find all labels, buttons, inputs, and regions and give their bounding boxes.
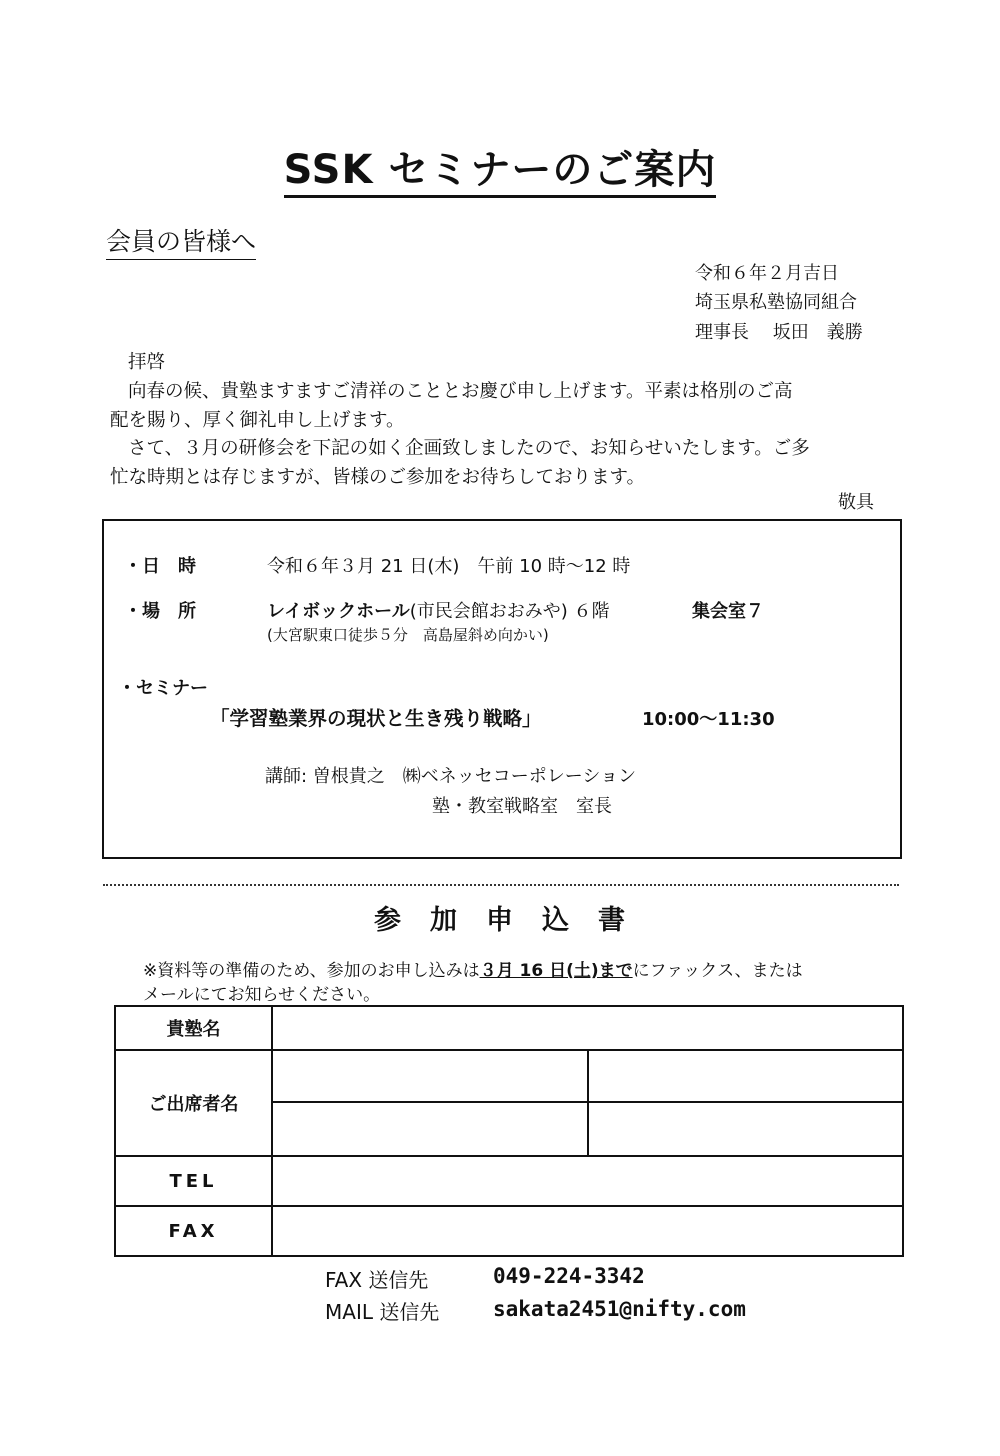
lecturer-line-2: 塾・教室戦略室 室長 <box>432 796 612 817</box>
page-title-text: SSK セミナーのご案内 <box>284 147 717 198</box>
place-label: ・場 所 <box>124 601 196 622</box>
cut-line-divider <box>103 884 899 886</box>
page-title <box>0 138 1000 195</box>
issue-date: 令和６年２月吉日 <box>695 263 839 284</box>
seminar-time: 10:00～11:30 <box>642 709 775 730</box>
fax-destination-label: FAX 送信先 <box>325 1268 429 1292</box>
school-name-label: 貴塾名 <box>115 1006 272 1050</box>
place-value <box>267 597 610 623</box>
fax-field[interactable] <box>272 1206 903 1256</box>
deadline-date: ３月 16 日(土)まで <box>479 961 633 981</box>
greeting-opening: 拝啓 <box>128 352 166 373</box>
form-row-fax <box>115 1206 903 1256</box>
fax-destination-number: 049-224-3342 <box>493 1264 645 1288</box>
place-access: (大宮駅東口徒歩５分 高島屋斜め向かい) <box>267 626 549 644</box>
form-row-school <box>115 1006 903 1050</box>
seminar-label: ・セミナー <box>118 678 208 699</box>
fax-label: FAX <box>115 1206 272 1256</box>
attendee-field-3[interactable] <box>272 1102 588 1156</box>
attendee-field-4[interactable] <box>588 1102 904 1156</box>
form-row-attendees-1 <box>115 1050 903 1102</box>
datetime-label: ・日 時 <box>124 556 196 577</box>
letter-paragraph-1-line-1: 向春の候、貴塾ますますご清祥のこととお慶び申し上げます。平素は格別のご高 <box>128 381 793 402</box>
datetime-value: 令和６年３月 21 日(木) 午前 10 時～12 時 <box>267 556 631 577</box>
application-form-title: 参 加 申 込 書 <box>374 905 626 936</box>
deadline-note-line-1 <box>143 956 803 981</box>
attendees-label: ご出席者名 <box>115 1050 272 1156</box>
place-room: 集会室７ <box>692 601 764 622</box>
mail-destination-label: MAIL 送信先 <box>325 1300 440 1324</box>
lecturer-line-1: 講師: 曽根貴之 ㈱ベネッセコーポレーション <box>265 766 637 787</box>
greeting-closing: 敬具 <box>838 492 874 513</box>
mail-destination-address[interactable]: sakata2451@nifty.com <box>493 1297 746 1321</box>
form-row-tel <box>115 1156 903 1206</box>
recipient: 会員の皆様へ <box>106 222 256 260</box>
letter-paragraph-2-line-1: さて、３月の研修会を下記の如く企画致しましたので、お知らせいたします。ご多 <box>128 438 810 459</box>
sender-chair: 理事長 坂田 義勝 <box>695 322 863 343</box>
application-form-table <box>114 1005 904 1257</box>
attendee-field-1[interactable] <box>272 1050 588 1102</box>
attendee-field-2[interactable] <box>588 1050 904 1102</box>
school-name-field[interactable] <box>272 1006 903 1050</box>
sender-organization: 埼玉県私塾協同組合 <box>695 292 857 313</box>
seminar-title: 「学習塾業界の現状と生き残り戦略」 <box>210 707 542 730</box>
letter-paragraph-1-line-2: 配を賜り、厚く御礼申し上げます。 <box>110 410 405 431</box>
tel-field[interactable] <box>272 1156 903 1206</box>
tel-label: TEL <box>115 1156 272 1206</box>
deadline-note-line-2: メールにてお知らせください。 <box>143 985 381 1005</box>
deadline-note-post: にファックス、または <box>632 961 803 981</box>
place-hall: レイボックホール <box>267 601 410 622</box>
deadline-note-pre: ※資料等の準備のため、参加のお申し込みは <box>143 961 480 981</box>
place-detail: (市民会館おおみや) ６階 <box>409 601 610 622</box>
letter-paragraph-2-line-2: 忙な時期とは存じますが、皆様のご参加をお待ちしております。 <box>110 467 646 488</box>
